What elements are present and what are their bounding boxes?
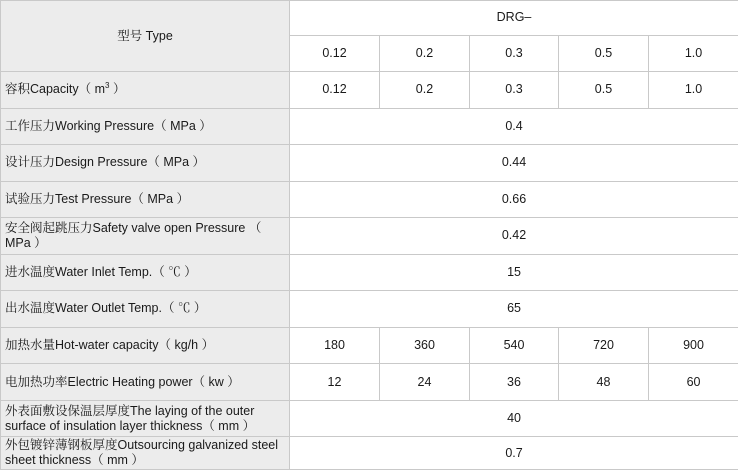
water-inlet-value: 15	[290, 254, 738, 291]
galvanized-label: 外包镀锌薄钢板厚度Outsourcing galvanized steel sheet thickness（ mm ）	[1, 437, 290, 470]
heating-power-value: 12	[290, 364, 380, 401]
table-row	[1, 72, 738, 109]
water-inlet-label: 进水温度Water Inlet Temp.（ ℃ ）	[1, 254, 290, 291]
water-outlet-label: 出水温度Water Outlet Temp.（ ℃ ）	[1, 291, 290, 328]
hot-water-value: 360	[380, 327, 470, 364]
model-header: 0.5	[559, 35, 649, 72]
safety-valve-value: 0.42	[290, 218, 738, 255]
water-outlet-value: 65	[290, 291, 738, 328]
capacity-value: 0.2	[380, 72, 470, 109]
model-header: 0.2	[380, 35, 470, 72]
model-header: 0.3	[470, 35, 559, 72]
table-row	[1, 291, 738, 328]
table-row	[1, 218, 738, 255]
capacity-value: 1.0	[649, 72, 738, 109]
table-row	[1, 181, 738, 218]
table-row	[1, 108, 738, 145]
hot-water-value: 180	[290, 327, 380, 364]
table-row	[1, 254, 738, 291]
model-header: 0.12	[290, 35, 380, 72]
heating-power-value: 48	[559, 364, 649, 401]
hot-water-value: 720	[559, 327, 649, 364]
design-pressure-label: 设计压力Design Pressure（ MPa ）	[1, 145, 290, 182]
test-pressure-label: 试验压力Test Pressure（ MPa ）	[1, 181, 290, 218]
hot-water-label: 加热水量Hot-water capacity（ kg/h ）	[1, 327, 290, 364]
series-header: DRG–	[290, 1, 738, 36]
test-pressure-value: 0.66	[290, 181, 738, 218]
capacity-label: 容积Capacity（ $m^3$ ）	[1, 72, 290, 109]
capacity-value: 0.3	[470, 72, 559, 109]
heating-power-value: 60	[649, 364, 738, 401]
heating-power-label: 电加热功率Electric Heating power（ kw ）	[1, 364, 290, 401]
insulation-label: 外表面敷设保温层厚度The laying of the outer surface of insulation layer thickness（ mm ）	[1, 400, 290, 437]
heating-power-value: 36	[470, 364, 559, 401]
heating-power-value: 24	[380, 364, 470, 401]
capacity-value: 0.5	[559, 72, 649, 109]
hot-water-value: 900	[649, 327, 738, 364]
design-pressure-value: 0.44	[290, 145, 738, 182]
table-row	[1, 400, 738, 437]
working-pressure-label: 工作压力Working Pressure（ MPa ）	[1, 108, 290, 145]
capacity-value: 0.12	[290, 72, 380, 109]
table-row	[1, 145, 738, 182]
type-header: 型号 Type	[1, 1, 290, 72]
safety-valve-label: 安全阀起跳压力Safety valve open Pressure （ MPa ）	[1, 218, 290, 255]
table-row	[1, 437, 738, 470]
table-row	[1, 364, 738, 401]
insulation-value: 40	[290, 400, 738, 437]
hot-water-value: 540	[470, 327, 559, 364]
model-header: 1.0	[649, 35, 738, 72]
galvanized-value: 0.7	[290, 437, 738, 470]
working-pressure-value: 0.4	[290, 108, 738, 145]
table-row	[1, 327, 738, 364]
